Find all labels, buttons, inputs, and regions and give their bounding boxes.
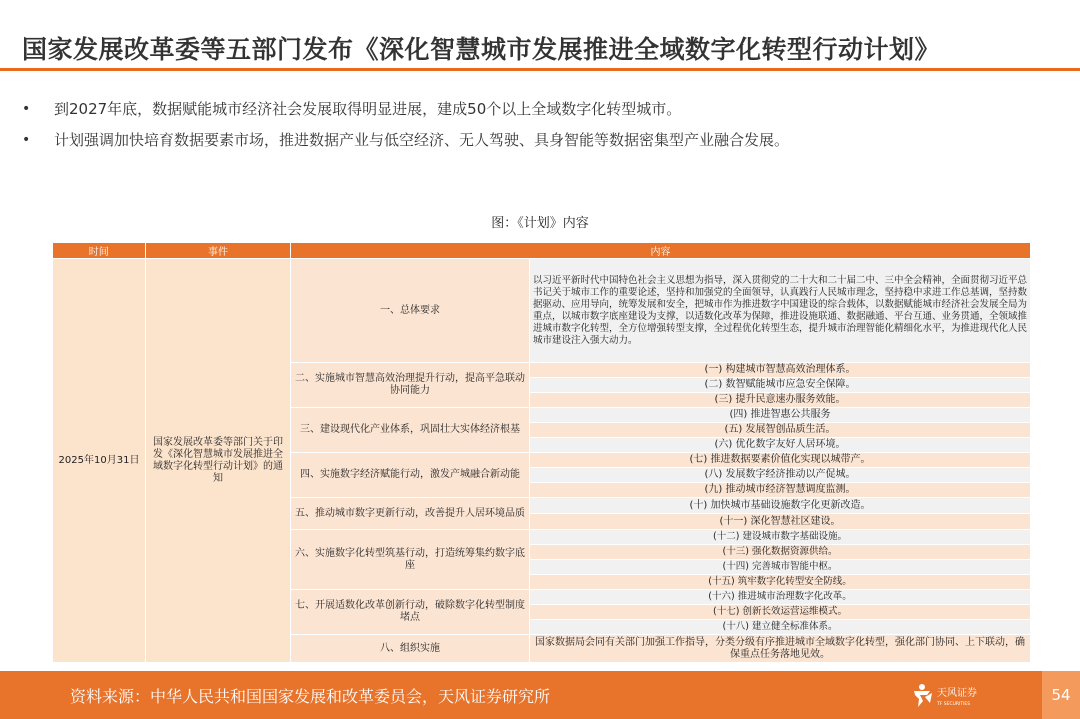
- source-note: 资料来源：中华人民共和国国家发展和改革委员会，天风证券研究所: [70, 687, 551, 706]
- content-cell: (四) 推进智惠公共服务: [530, 408, 1031, 423]
- content-cell: 以习近平新时代中国特色社会主义思想为指导，深入贯彻党的二十大和二十届二中、三中全会精神，全面贯彻习近平总书记关于城市工作的重要论述，坚持和加强党的全面领导，认真践行人民城市理念，坚持稳中求进工作总基调，坚持数据驱动、应用导向，统筹发展和安全，把城市作为推进数字中国建设的综合载体，以数据赋能城市经济社会发展全局为重点，以城市数字底座建设为支撑，以适数化改革为保障，推进设施联通、数据融通、平台互通、业务贯通，全领域推进城市数字化转型，全方位增强转型支撑，全过程优化转型生态，提升城市治理智能化精细化水平，为推进现代化人民城市建设注入强大动力。: [530, 259, 1031, 363]
- content-cell: (十四) 完善城市智能中枢。: [530, 560, 1031, 575]
- bullet-item: [22, 129, 1062, 151]
- content-cell: (八) 发展数字经济推动以产促城。: [530, 468, 1031, 483]
- content-cell: (五) 发展智创品质生活。: [530, 423, 1031, 438]
- content-cell: (十) 加快城市基础设施数字化更新改造。: [530, 498, 1031, 514]
- bullet-text: 计划强调加快培育数据要素市场，推进数据产业与低空经济、无人驾驶、具身智能等数据密集型产业融合发展。: [54, 131, 790, 149]
- bullet-dot-icon: •: [22, 101, 31, 117]
- event-cell: 国家发展改革委等部门关于印发《深化智慧城市发展推进全域数字化转型行动计划》的通知: [146, 259, 291, 663]
- title-divider: [0, 68, 1080, 71]
- content-cell: (二) 数智赋能城市应急安全保障。: [530, 378, 1031, 393]
- content-cell: 国家数据局会同有关部门加强工作指导，分类分级有序推进城市全域数字化转型，强化部门协同、上下联动，确保重点任务落地见效。: [530, 635, 1031, 663]
- category-cell: 三、建设现代化产业体系，巩固壮大实体经济根基: [291, 408, 530, 453]
- logo-subtext: TF SECURITIES: [937, 702, 971, 707]
- header-content: 内容: [291, 243, 1031, 259]
- bullet-dot-icon: •: [22, 132, 31, 148]
- content-cell: (十七) 创新长效运营运维模式。: [530, 605, 1031, 620]
- bullet-text: 到2027年底，数据赋能城市经济社会发展取得明显进展，建成50个以上全域数字化转型城市。: [54, 100, 682, 118]
- content-cell: (九) 推动城市经济智慧调度监测。: [530, 483, 1031, 498]
- category-cell: 五、推动城市数字更新行动，改善提升人居环境品质: [291, 498, 530, 530]
- page-number: 54: [1042, 671, 1080, 719]
- footer-bar: [0, 671, 1080, 719]
- plan-table: [52, 243, 1031, 663]
- content-cell: (十八) 建立健全标准体系。: [530, 620, 1031, 635]
- bullet-list: [22, 98, 1062, 160]
- category-cell: 四、实施数字经济赋能行动，激发产城融合新动能: [291, 453, 530, 498]
- content-cell: (十二) 建设城市数字基础设施。: [530, 530, 1031, 545]
- category-cell: 二、实施城市智慧高效治理提升行动，提高平急联动协同能力: [291, 363, 530, 408]
- table-row: [53, 259, 1031, 363]
- content-cell: (十三) 强化数据资源供给。: [530, 545, 1031, 560]
- content-cell: (十六) 推进城市治理数字化改革。: [530, 590, 1031, 605]
- content-cell: (十五) 筑牢数字化转型安全防线。: [530, 575, 1031, 590]
- content-cell: (七) 推进数据要素价值化实现以城带产。: [530, 453, 1031, 468]
- table-header-row: [53, 243, 1031, 259]
- tianfeng-logo-icon: [910, 681, 1000, 711]
- content-cell: (十一) 深化智慧社区建设。: [530, 514, 1031, 530]
- header-event: 事件: [146, 243, 291, 259]
- content-cell: (六) 优化数字友好人居环境。: [530, 438, 1031, 453]
- bullet-item: [22, 98, 1062, 120]
- logo-text: 天风证券: [937, 688, 977, 699]
- time-cell: 2025年10月31日: [53, 259, 146, 663]
- content-cell: (三) 提升民意速办服务效能。: [530, 393, 1031, 408]
- category-cell: 七、开展适数化改革创新行动，破除数字化转型制度堵点: [291, 590, 530, 635]
- figure-title: 图：《计划》内容: [491, 216, 589, 231]
- category-cell: 一、总体要求: [291, 259, 530, 363]
- content-cell: (一) 构建城市智慧高效治理体系。: [530, 363, 1031, 378]
- category-cell: 八、组织实施: [291, 635, 530, 663]
- category-cell: 六、实施数字化转型筑基行动，打造统筹集约数字底座: [291, 530, 530, 590]
- page-title: 国家发展改革委等五部门发布《深化智慧城市发展推进全域数字化转型行动计划》: [22, 35, 941, 64]
- header-time: 时间: [53, 243, 146, 259]
